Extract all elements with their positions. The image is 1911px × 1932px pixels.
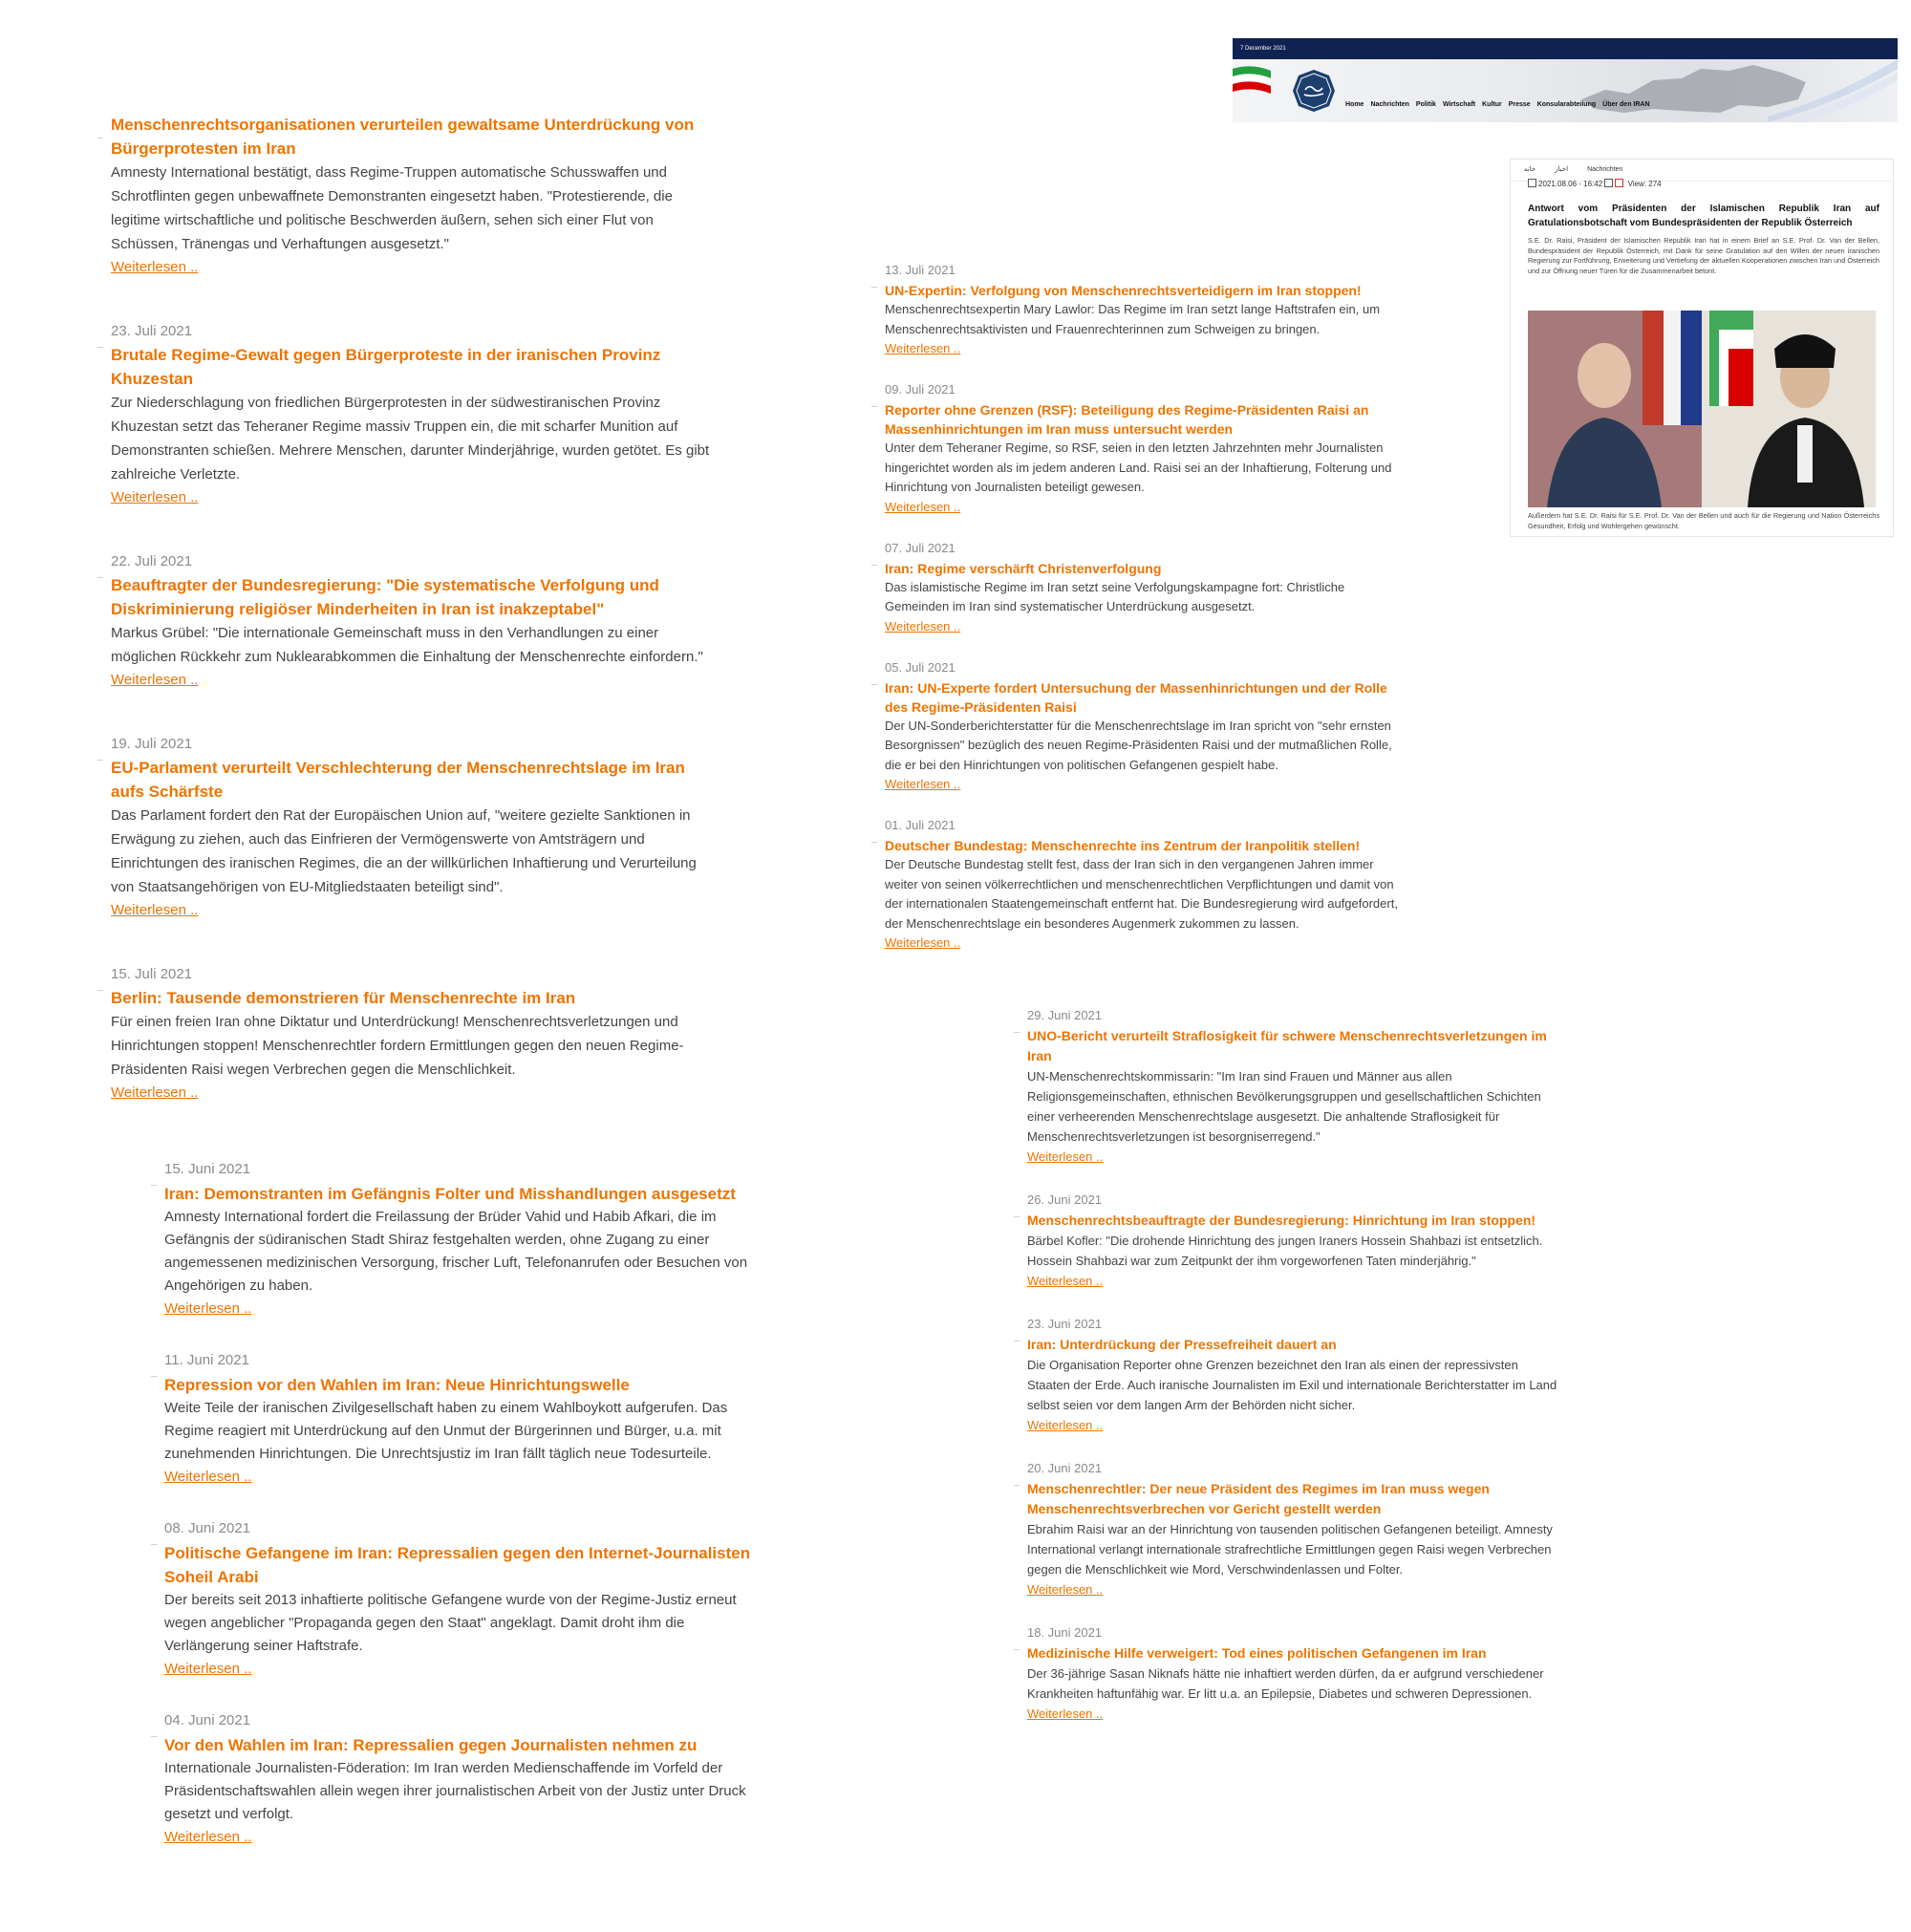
list-marker bbox=[97, 138, 103, 139]
card-title: Antwort vom Präsidenten der Islamischen Republik Iran auf Gratulationsbotschaft vom Bundespräsidenten der Republik Österreich bbox=[1528, 204, 1879, 228]
card-caption: Außerdem hat S.E. Dr. Raisi für S.E. Prof. Dr. Van der Bellen und auch für die Regierung und Nation Österreichs Gesundheit, Erfolg und Wohlergehen gewünscht. bbox=[1528, 511, 1879, 530]
news-title-link[interactable]: Berlin: Tausende demonstrieren für Menschenrechte im Iran bbox=[111, 989, 576, 1007]
read-more-link[interactable]: Weiterlesen .. bbox=[885, 777, 961, 791]
news-title-link[interactable]: UN-Expertin: Verfolgung von Menschenrechtsverteidigern im Iran stoppen! bbox=[885, 283, 1362, 298]
banner-swoosh-icon bbox=[1768, 59, 1898, 122]
breadcrumb-item-nachrichten[interactable]: Nachrichten bbox=[1587, 166, 1623, 173]
news-title-link[interactable]: Vor den Wahlen im Iran: Repressalien gegen Journalisten nehmen zu bbox=[164, 1736, 698, 1754]
embassy-nav-ueber-iran[interactable]: Über den IRAN bbox=[1602, 101, 1650, 108]
news-column-2 bbox=[885, 262, 1401, 976]
news-date: 01. Juli 2021 bbox=[885, 818, 956, 832]
read-more-link[interactable]: Weiterlesen .. bbox=[164, 1829, 252, 1845]
news-summary: Unter dem Teheraner Regime, so RSF, seien in den letzten Jahrzehnten mehr Journalisten hingerichtet worden als im jedem anderen Land. Raisi sei an der Inhaftierung, Folterung und Hinrichtung von Journalisten beteiligt gewesen. bbox=[885, 440, 1392, 494]
embassy-nav-kultur[interactable]: Kultur bbox=[1482, 101, 1502, 108]
news-item bbox=[885, 540, 1401, 636]
read-more-link[interactable]: Weiterlesen .. bbox=[164, 1300, 252, 1317]
news-item bbox=[164, 1711, 757, 1849]
news-summary: Markus Grübel: "Die internationale Gemeinschaft muss in den Verhandlungen zu einer möglichen Rückkehr zum Nuklearabkommen die Einhaltung der Menschenrechte einfordern." bbox=[111, 625, 703, 665]
breadcrumb-item-home[interactable]: خانه bbox=[1524, 166, 1536, 173]
read-more-link[interactable]: Weiterlesen .. bbox=[164, 1661, 252, 1677]
list-marker bbox=[1014, 1649, 1020, 1650]
news-date: 18. Juni 2021 bbox=[1027, 1625, 1103, 1640]
read-more-link[interactable]: Weiterlesen .. bbox=[111, 902, 199, 918]
news-item bbox=[164, 1160, 757, 1320]
news-date: 07. Juli 2021 bbox=[885, 540, 956, 555]
embassy-nav-presse[interactable]: Presse bbox=[1508, 101, 1531, 108]
news-column-1 bbox=[111, 113, 722, 1148]
list-marker bbox=[151, 1736, 157, 1737]
news-item bbox=[1027, 1624, 1562, 1724]
news-date: 05. Juli 2021 bbox=[885, 659, 956, 675]
news-item bbox=[1027, 1460, 1562, 1599]
list-marker bbox=[871, 406, 877, 407]
news-title-link[interactable]: Iran: Regime verschärft Christenverfolgung bbox=[885, 560, 1162, 576]
news-title-link[interactable]: Medizinische Hilfe verweigert: Tod eines politischen Gefangenen im Iran bbox=[1027, 1645, 1487, 1661]
read-more-link[interactable]: Weiterlesen .. bbox=[164, 1469, 252, 1485]
read-more-link[interactable]: Weiterlesen .. bbox=[111, 1084, 199, 1101]
list-marker bbox=[871, 565, 877, 566]
news-summary: Der Deutsche Bundestag stellt fest, dass der Iran sich in den vergangenen Jahren immer weiter von seinen völkerrechtlichen und menschenrechtlichen Verpflichtungen und damit von der internationalen Staatengemeinschaft entfernt hat. Die Bundesregierung wird aufgefordert, der Menschenrechtslage ein besonderes Augenmerk zukommen zu lassen. bbox=[885, 857, 1398, 931]
news-title-link[interactable]: Iran: Unterdrückung der Pressefreiheit dauert an bbox=[1027, 1337, 1337, 1352]
card-date-time: 2021.08.06 - 16:42 bbox=[1538, 180, 1603, 188]
read-more-link[interactable]: Weiterlesen .. bbox=[885, 935, 961, 950]
embassy-website-header bbox=[1233, 38, 1898, 122]
news-summary: Weite Teile der iranischen Zivilgesellschaft haben zu einem Wahlboykott aufgerufen. Das Regime reagiert mit Unterdrückung auf den Unmut der Bürgerinnen und Bürger, u.a. mit zunehmenden Hinrichtungen. Die Unrechtsjustiz im Iran fällt täglich neue Todesurteile. bbox=[164, 1400, 728, 1462]
news-summary: Die Organisation Reporter ohne Grenzen bezeichnet den Iran als einen der repressivsten Staaten der Erde. Auch iranische Journalisten im Exil und internationale Berichterstatter im Land selbst seien vor dem langen Arm der Behörden nicht sicher. bbox=[1027, 1358, 1557, 1412]
news-title-link[interactable]: Reporter ohne Grenzen (RSF): Beteiligung des Regime-Präsidenten Raisi an Massenhinrichtungen im Iran muss untersucht werden bbox=[885, 402, 1369, 437]
list-marker bbox=[871, 287, 877, 288]
news-summary: Der bereits seit 2013 inhaftierte politische Gefangene wurde von der Regime-Justiz erneut wegen angeblicher "Propaganda gegen den Staat" angeklagt. Damit droht ihm die Verlängerung seiner Haftstrafe. bbox=[164, 1592, 737, 1654]
read-more-link[interactable]: Weiterlesen .. bbox=[1027, 1418, 1104, 1432]
print-icon[interactable] bbox=[1604, 179, 1613, 187]
read-more-link[interactable]: Weiterlesen .. bbox=[885, 618, 961, 633]
news-date: 26. Juni 2021 bbox=[1027, 1192, 1103, 1207]
news-date: 13. Juli 2021 bbox=[885, 263, 956, 277]
news-title-link[interactable]: Deutscher Bundestag: Menschenrechte ins Zentrum der Iranpolitik stellen! bbox=[885, 838, 1361, 853]
read-more-link[interactable]: Weiterlesen .. bbox=[1027, 1274, 1104, 1288]
news-item bbox=[111, 113, 722, 279]
list-marker bbox=[1014, 1485, 1020, 1486]
embassy-nav-politik[interactable]: Politik bbox=[1415, 101, 1436, 108]
read-more-link[interactable]: Weiterlesen .. bbox=[111, 259, 199, 275]
list-marker bbox=[871, 842, 877, 843]
list-marker bbox=[97, 347, 103, 348]
news-title-link[interactable]: Menschenrechtler: Der neue Präsident des Regimes im Iran muss wegen Menschenrechtsverbrechen vor Gericht gestellt werden bbox=[1027, 1481, 1490, 1516]
news-date: 23. Juni 2021 bbox=[1027, 1317, 1103, 1331]
card-breadcrumb bbox=[1524, 160, 1622, 181]
news-summary: Ebrahim Raisi war an der Hinrichtung von tausenden politischen Gefangenen beteiligt. Amnesty International verlangt internationale strafrechtliche Ermittlungen gegen Raisi wegen Verbrechen gegen die Menschlichkeit wie Mord, Verschwindenlassen und Folter. bbox=[1027, 1522, 1553, 1577]
news-summary: UN-Menschenrechtskommissarin: "Im Iran sind Frauen und Männer aus allen Religionsgemeinschaften, ethnischen Bevölkerungsgruppen und gesellschaftlichen Schichten einer verheerenden Menschenrechtslage ausgesetzt. Die anhaltende Straflosigkeit für Menschenrechtsverletzungen ist besorgniserregend." bbox=[1027, 1069, 1541, 1144]
news-summary: Internationale Journalisten-Föderation: Im Iran werden Medienschaffende im Vorfeld der Präsidentschaftswahlen allein wegen ihrer journalistischen Arbeit von der Justiz unter Druck gesetzt und verfolgt. bbox=[164, 1760, 746, 1822]
read-more-link[interactable]: Weiterlesen .. bbox=[1027, 1149, 1104, 1164]
news-date: 20. Juni 2021 bbox=[1027, 1461, 1103, 1475]
news-title-link[interactable]: UNO-Bericht verurteilt Straflosigkeit für schwere Menschenrechtsverletzungen im Iran bbox=[1027, 1028, 1547, 1063]
read-more-link[interactable]: Weiterlesen .. bbox=[111, 672, 199, 688]
card-text: S.E. Dr. Raisi, Präsident der Islamischen Republik Iran hat in einem Brief an S.E. Prof. Dr. Van der Bellen, Bundespräsident der Republik Österreich, mit Dank für seine Gratulation auf den Willen der neuen iranischen Regierung zur Fortführung, Erweiterung und Vertiefung der aktuellen Kooperationen zwischen Iran und Österreich und zur Öffnung neuer Türen für die Zusammenarbeit betont. bbox=[1528, 236, 1879, 276]
embassy-nav-home[interactable]: Home bbox=[1345, 101, 1364, 108]
news-title-link[interactable]: Repression vor den Wahlen im Iran: Neue Hinrichtungswelle bbox=[164, 1376, 630, 1394]
news-date: 11. Juni 2021 bbox=[164, 1352, 249, 1368]
news-summary: Menschenrechtsexpertin Mary Lawlor: Das Regime im Iran setzt lange Haftstrafen ein, um Menschenrechtsaktivisten und Frauenrechterinnen zum Schweigen zu bringen. bbox=[885, 302, 1381, 336]
news-item bbox=[1027, 1191, 1562, 1291]
embassy-nav-wirtschaft[interactable]: Wirtschaft bbox=[1442, 101, 1476, 108]
news-summary: Für einen freien Iran ohne Diktatur und Unterdrückung! Menschenrechtsverletzungen und Hinrichtungen stoppen! Menschenrechtler fordern Ermittlungen gegen den neuen Regime-Präsidenten Raisi wegen Verbrechen gegen die Menschlichkeit. bbox=[111, 1014, 684, 1078]
read-more-link[interactable]: Weiterlesen .. bbox=[1027, 1582, 1104, 1597]
embassy-banner bbox=[1233, 59, 1898, 122]
news-summary: Das islamistische Regime im Iran setzt seine Verfolgungskampagne fort: Christliche Gemeinden im Iran sind systematischer Unterdrückung ausgesetzt. bbox=[885, 579, 1345, 613]
list-marker bbox=[151, 1185, 157, 1186]
card-meta bbox=[1528, 179, 1662, 188]
news-summary: Das Parlament fordert den Rat der Europäischen Union auf, "weitere gezielte Sanktionen in Erwägung zu ziehen, auch das Einfrieren der Vermögenswerte von Amtsträgern und Einrichtungen des iranischen Regimes, die an der willkürlichen Inhaftierung und Verurteilung von Staatsangehörigen von EU-Mitgliedstaaten beteiligt sind". bbox=[111, 807, 697, 895]
list-marker bbox=[97, 760, 103, 761]
breadcrumb-item-news-fa[interactable]: اخبار bbox=[1555, 166, 1569, 173]
news-item bbox=[111, 735, 722, 922]
news-date: 08. Juni 2021 bbox=[164, 1520, 251, 1536]
read-more-link[interactable]: Weiterlesen .. bbox=[1027, 1707, 1104, 1721]
news-item bbox=[111, 965, 722, 1105]
news-title-link[interactable]: Menschenrechtsbeauftragte der Bundesregierung: Hinrichtung im Iran stoppen! bbox=[1027, 1213, 1536, 1228]
list-marker bbox=[151, 1376, 157, 1377]
news-item bbox=[111, 322, 722, 509]
news-item bbox=[1027, 1007, 1562, 1167]
card-views: View: 274 bbox=[1627, 180, 1662, 188]
news-item bbox=[164, 1351, 757, 1489]
news-title-link[interactable]: Menschenrechtsorganisationen verurteilen gewaltsame Unterdrückung von Bürgerprotesten im Iran bbox=[111, 116, 695, 158]
pdf-icon[interactable] bbox=[1615, 179, 1623, 187]
list-marker bbox=[1014, 1032, 1020, 1033]
news-column-3 bbox=[164, 1160, 757, 1879]
list-marker bbox=[871, 684, 877, 685]
embassy-date-bar bbox=[1233, 38, 1898, 59]
news-summary: Zur Niederschlagung von friedlichen Bürgerprotesten in der südwestiranischen Provinz Khuzestan setzt das Teheraner Regime massiv Truppen ein, die mit scharfer Munition auf Demonstranten schießen. Mehrere Menschen, darunter Minderjährige, wurden getötet. Es gibt zahlreiche Verletzte. bbox=[111, 395, 710, 483]
embassy-article-card bbox=[1510, 159, 1894, 537]
news-item bbox=[885, 659, 1401, 795]
news-item bbox=[885, 381, 1401, 517]
news-date: 29. Juni 2021 bbox=[1027, 1008, 1103, 1022]
list-marker bbox=[151, 1544, 157, 1545]
news-date: 15. Juni 2021 bbox=[164, 1161, 251, 1177]
embassy-date: 7 December 2021 bbox=[1240, 46, 1286, 52]
news-title-link[interactable]: Iran: Demonstranten im Gefängnis Folter und Misshandlungen ausgesetzt bbox=[164, 1185, 736, 1203]
embassy-logo-icon bbox=[1292, 69, 1336, 113]
news-title-link[interactable]: EU-Parlament verurteilt Verschlechterung der Menschenrechtslage im Iran aufs Schärfste bbox=[111, 759, 685, 801]
news-date: 04. Juni 2021 bbox=[164, 1712, 251, 1728]
news-summary: Bärbel Kofler: "Die drohende Hinrichtung des jungen Iraners Hossein Shahbazi ist entsetzlich. Hossein Shahbazi war zum Zeitpunkt der ihm vorgeworfenen Taten minderjährig." bbox=[1027, 1234, 1543, 1268]
read-more-link[interactable]: Weiterlesen .. bbox=[885, 499, 961, 514]
news-item bbox=[111, 552, 722, 692]
read-more-link[interactable]: Weiterlesen .. bbox=[885, 341, 961, 355]
news-column-4 bbox=[1027, 1007, 1562, 1749]
news-summary: Der UN-Sonderberichterstatter für die Menschenrechtslage im Iran spricht von "sehr ernsten Besorgnissen" bezüglich des neuen Regime-Präsidenten Raisi und der mutmaßlichen Rolle, die er bei den Hinrichtungen von politischen Gefangenen gespielt habe. bbox=[885, 718, 1392, 772]
news-title-link[interactable]: Iran: UN-Experte fordert Untersuchung der Massenhinrichtungen und der Rolle des Regime-Präsidenten Raisi bbox=[885, 679, 1387, 715]
list-marker bbox=[97, 577, 103, 578]
news-date: 19. Juli 2021 bbox=[111, 736, 193, 752]
news-item bbox=[885, 817, 1401, 953]
read-more-link[interactable]: Weiterlesen .. bbox=[111, 489, 199, 505]
list-marker bbox=[97, 990, 103, 991]
news-item bbox=[885, 262, 1401, 358]
list-marker bbox=[1014, 1216, 1020, 1217]
news-date: 23. Juli 2021 bbox=[111, 323, 193, 339]
iran-flag-icon bbox=[1233, 63, 1271, 101]
news-summary: Amnesty International bestätigt, dass Regime-Truppen automatische Schusswaffen und Schrotflinten gegen unbewaffnete Demonstranten eingesetzt haben. "Protestierende, die legitime wirtschaftliche und politische Beschwerden äußern, sehen sich einer Flut von Schüssen, Tränengas und Verhaftungen ausgesetzt." bbox=[111, 164, 673, 252]
news-date: 15. Juli 2021 bbox=[111, 966, 193, 982]
presidents-photo bbox=[1528, 311, 1876, 507]
embassy-nav bbox=[1345, 101, 1650, 108]
list-marker bbox=[1014, 1341, 1020, 1342]
embassy-nav-konsularabteilung[interactable]: Konsularabteilung bbox=[1536, 101, 1597, 108]
news-item bbox=[164, 1519, 757, 1681]
news-date: 22. Juli 2021 bbox=[111, 553, 193, 569]
news-title-link[interactable]: Brutale Regime-Gewalt gegen Bürgerproteste in der iranischen Provinz Khuzestan bbox=[111, 346, 661, 388]
calendar-icon bbox=[1528, 179, 1536, 187]
news-item bbox=[1027, 1316, 1562, 1435]
news-title-link[interactable]: Politische Gefangene im Iran: Repressalien gegen den Internet-Journalisten Soheil Arabi bbox=[164, 1544, 751, 1586]
news-title-link[interactable]: Beauftragter der Bundesregierung: "Die systematische Verfolgung und Diskriminierung religiöser Minderheiten in Iran ist inakzeptabel" bbox=[111, 576, 659, 618]
news-summary: Amnesty International fordert die Freilassung der Brüder Vahid und Habib Afkari, die im Gefängnis der südiranischen Stadt Shiraz festgehalten werden, ohne Zugang zu einer angemessenen medizinischen Versorgung, frischer Luft, Telefonanrufen oder Besuchen von Angehörigen zu haben. bbox=[164, 1209, 748, 1294]
news-date: 09. Juli 2021 bbox=[885, 382, 956, 397]
embassy-nav-nachrichten[interactable]: Nachrichten bbox=[1370, 101, 1409, 108]
news-summary: Der 36-jährige Sasan Niknafs hätte nie inhaftiert werden dürfen, da er aufgrund verschiedener Krankheiten haftunfähig war. Er litt u.a. an Epilepsie, Diabetes und schweren Depressionen. bbox=[1027, 1666, 1544, 1701]
